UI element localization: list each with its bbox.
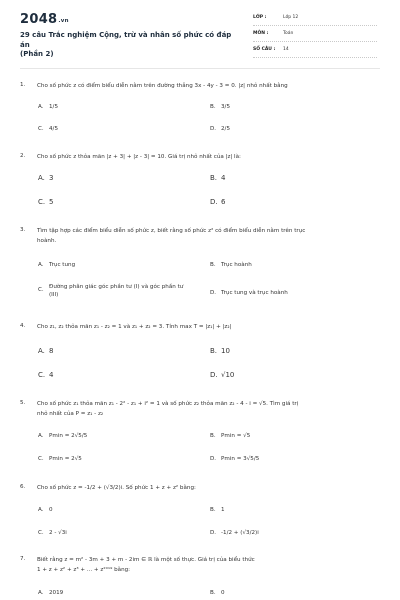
option-letter: A.	[38, 507, 44, 513]
meta-class-value: Lớp 12	[283, 15, 299, 20]
meta-class-row	[253, 14, 377, 26]
option-letter: D.	[210, 456, 217, 462]
option-text: 3/5	[221, 104, 231, 110]
option-letter: C.	[38, 198, 46, 206]
meta-subject-value: Toán	[283, 31, 294, 36]
question-text	[37, 484, 379, 494]
question-line: Cho số phức z = -1/2 + (√3/2)i. Số phức 1 + z + z² bằng:	[37, 485, 196, 491]
question-line: Cho số phức z thỏa mãn |z + 3| + |z - 3| = 10. Giá trị nhỏ nhất của |z| là:	[37, 154, 241, 160]
option-text: 2/5	[221, 126, 231, 132]
option-text: 1/5	[49, 104, 59, 110]
option-letter: B.	[210, 507, 216, 513]
title-line-1: 29 câu Trắc nghiệm Cộng, trừ và nhân số phức có đáp án	[20, 31, 232, 49]
option-text: 2 - √3i	[49, 530, 67, 536]
question-number: 1.	[20, 82, 26, 88]
question-text	[37, 323, 379, 333]
option-text: 4	[49, 371, 54, 379]
option-letter: A.	[38, 433, 44, 439]
question-line: hoành.	[37, 237, 57, 244]
option-letter: A.	[38, 262, 44, 268]
question-4	[20, 323, 382, 383]
option-text: 0	[49, 507, 53, 513]
question-1	[20, 82, 382, 138]
document-title	[20, 31, 238, 60]
question-number: 7.	[20, 556, 26, 562]
question-6	[20, 484, 382, 540]
option-text: 5	[49, 198, 54, 206]
option-text: 6	[221, 198, 226, 206]
question-number: 3.	[20, 227, 26, 233]
option-letter: B.	[210, 174, 218, 182]
option-letter: D.	[210, 371, 218, 379]
option-text: 10	[221, 347, 230, 355]
option-letter: A.	[38, 590, 44, 596]
question-7	[20, 556, 382, 600]
option-letter: C.	[38, 126, 44, 132]
option-text: 8	[49, 347, 54, 355]
question-text	[37, 82, 379, 92]
question-line: Cho số phức z có điểm biểu diễn nằm trên đường thẳng 3x - 4y - 3 = 0. |z| nhỏ nhất bằng	[37, 83, 288, 89]
option-letter: B.	[210, 433, 216, 439]
option-text: 4/5	[49, 126, 59, 132]
option-letter: A.	[38, 347, 45, 355]
option-letter: A.	[38, 104, 44, 110]
question-line: Biết rằng z = m² - 3m + 3 + m - 2im ∈ ℝ là một số thực. Giá trị của biểu thức	[37, 557, 255, 563]
question-5	[20, 400, 382, 470]
option-text: Trục tung	[49, 262, 76, 268]
option-letter: D.	[210, 530, 217, 536]
header-divider	[20, 68, 380, 69]
option-text: Đường phân giác góc phần tư (I) và góc phần tư (III)	[49, 284, 184, 298]
question-number: 5.	[20, 400, 26, 406]
option-text: 3	[49, 174, 54, 182]
question-text	[37, 556, 379, 575]
meta-count-value: 14	[283, 47, 289, 52]
meta-class-label: LỚP :	[253, 15, 267, 20]
question-text	[37, 153, 379, 163]
meta-subject-row	[253, 30, 377, 42]
question-line: Tìm tập hợp các điểm biểu diễn số phức z, biết rằng số phức z² có điểm biểu diễn nằm trên trục	[37, 228, 306, 234]
meta-subject-label: MÔN :	[253, 31, 269, 36]
option-text: 0	[221, 590, 225, 596]
option-letter: B.	[210, 262, 216, 268]
question-number: 6.	[20, 484, 26, 490]
option-letter: D.	[210, 290, 217, 296]
option-text: 1	[221, 507, 225, 513]
option-text: √10	[221, 371, 235, 379]
option-letter: C.	[38, 530, 44, 536]
option-text: Pmin = 2√5	[49, 456, 82, 462]
title-line-2: (Phần 2)	[20, 50, 54, 58]
option-text: Trục tung và trục hoành	[221, 290, 288, 296]
logo-text: 2048	[20, 12, 58, 27]
question-line: 1 + z + z² + z³ + ... + z²⁰¹⁹ bằng:	[37, 566, 131, 573]
option-letter: C.	[38, 371, 46, 379]
question-line: Cho số phức z₁ thỏa mãn z₁ - 2² - z₁ + i² = 1 và số phức z₂ thỏa mãn z₂ - 4 - i = √5. Tìm giá trị	[37, 401, 299, 407]
question-3	[20, 227, 382, 307]
question-2	[20, 153, 382, 209]
question-text	[37, 400, 379, 419]
option-text: Trục hoành	[221, 262, 252, 268]
meta-count-row	[253, 46, 377, 58]
meta-count-label: SỐ CÂU :	[253, 47, 276, 52]
option-letter: A.	[38, 174, 45, 182]
option-text: -1/2 + (√3/2)i	[221, 530, 259, 536]
option-letter: D.	[210, 198, 218, 206]
document-header	[0, 0, 400, 66]
option-text: 2019	[49, 590, 64, 596]
question-number: 4.	[20, 323, 26, 329]
logo-suffix: .vn	[58, 18, 69, 24]
option-letter: D.	[210, 126, 217, 132]
option-letter: C.	[38, 287, 44, 293]
site-logo[interactable]	[20, 12, 69, 27]
question-number: 2.	[20, 153, 26, 159]
option-letter: C.	[38, 456, 44, 462]
option-text: Pmin = √5	[221, 433, 251, 439]
question-line: Cho z₁, z₂ thỏa mãn z₁ - z₂ = 1 và z₁ + z₂ = 3. Tính max T = |z₁| + |z₂|	[37, 324, 232, 330]
option-text: Pmin = 2√5/5	[49, 433, 88, 439]
question-line: nhỏ nhất của P = z₁ - z₂	[37, 410, 104, 417]
option-text: Pmin = 3√5/5	[221, 456, 260, 462]
option-letter: B.	[210, 104, 216, 110]
option-letter: B.	[210, 590, 216, 596]
question-text	[37, 227, 379, 246]
option-text: 4	[221, 174, 226, 182]
option-letter: B.	[210, 347, 218, 355]
